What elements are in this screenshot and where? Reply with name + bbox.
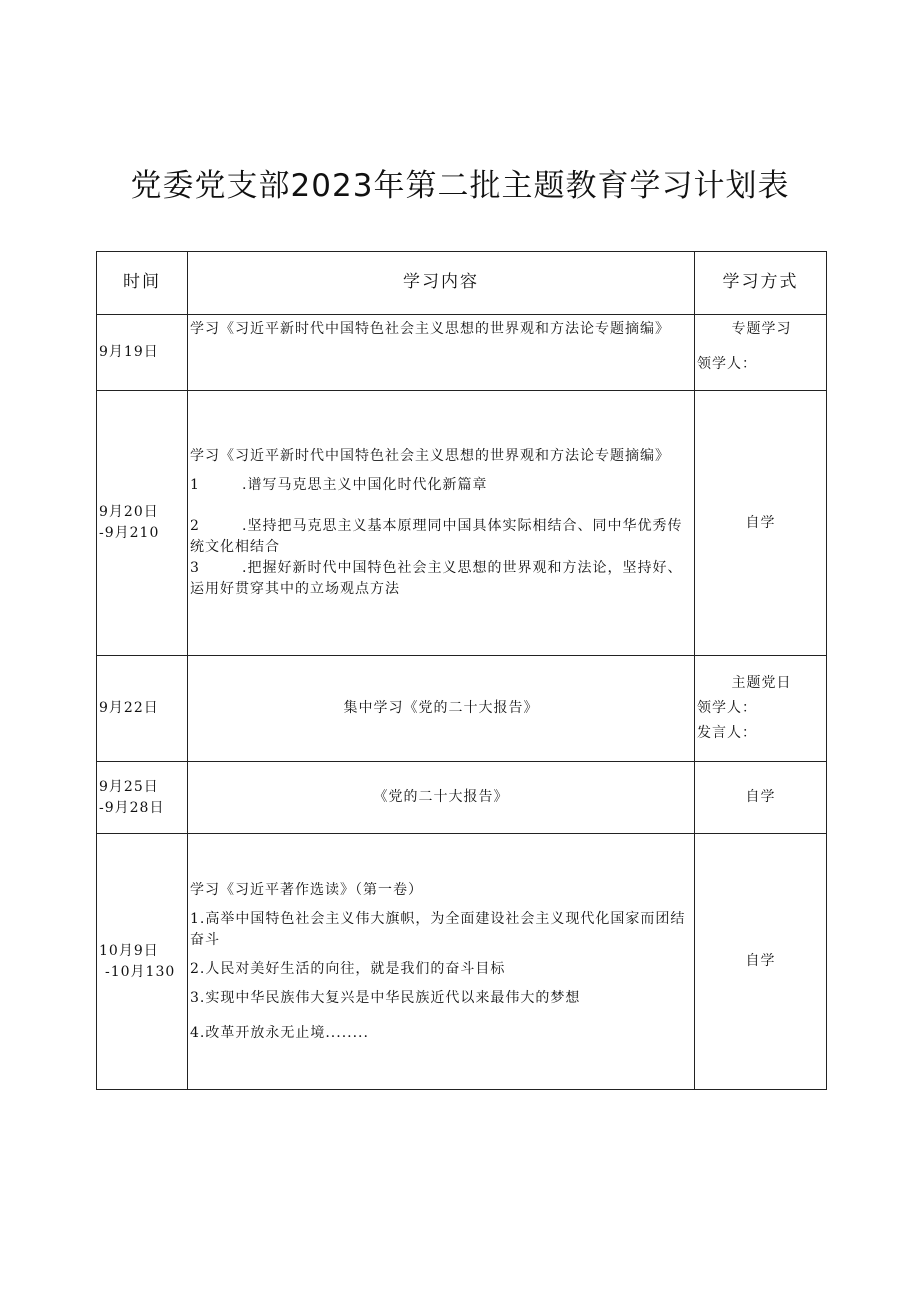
item-text: .坚持把马克思主义基本原理同中国具体实际相结合、同中华优秀传 [242,518,683,534]
time-line: -10月130 [105,963,176,980]
method-cell [695,656,827,762]
time-line: 9月25日 [99,778,159,795]
item-text-cont: 运用好贯穿其中的立场观点方法 [190,581,400,597]
item-number: 2 [190,518,200,534]
list-item [190,558,692,579]
time-line: 9月19日 [99,344,159,360]
list-item: 1.高举中国特色社会主义伟大旗帜，为全面建设社会主义现代化国家而团结 [190,910,686,927]
list-item: 3.实现中华民族伟大复兴是中华民族近代以来最伟大的梦想 [190,989,581,1006]
method-cell [695,391,827,656]
item-text-cont: 统文化相结合 [190,539,280,555]
method-line: 自学 [745,514,776,531]
content-line: 学习《习近平著作选读》（第一卷） [190,881,423,898]
time-line: 10月9日 [99,942,159,959]
list-item: 奋斗 [190,931,220,948]
header-method: 学习方式 [695,252,827,315]
time-cell [97,315,188,391]
method-line: 自学 [745,789,776,805]
time-cell [97,834,188,1090]
study-plan-table [96,251,827,1090]
item-number: 3 [190,560,200,576]
method-line: 自学 [745,953,776,969]
time-line: 9月22日 [99,700,159,716]
item-number: 1 [190,477,200,493]
list-item: 4.改革开放永无止境........ [190,1024,369,1041]
list-item [190,516,692,537]
item-text: .谱写马克思主义中国化时代化新篇章 [242,477,488,493]
time-line: -9月28日 [99,799,165,816]
method-cell [695,762,827,834]
content-cell [188,391,695,656]
header-time: 时间 [97,252,188,315]
content-line: 学习《习近平新时代中国特色社会主义思想的世界观和方法论专题摘编》 [190,448,670,464]
method-line: 主题党日 [731,675,792,691]
content-cell [188,834,695,1090]
time-line: -9月210 [99,525,160,541]
method-cell [695,834,827,1090]
method-line: 发言人： [697,725,757,741]
method-line: 领学人： [697,356,757,372]
time-cell [97,656,188,762]
content-line: 学习《习近平新时代中国特色社会主义思想的世界观和方法论专题摘编》 [190,321,670,337]
table-row [97,315,827,391]
content-cell [188,762,695,834]
list-item [190,475,692,496]
content-cell [188,315,695,391]
header-content: 学习内容 [188,252,695,315]
time-line: 9月20日 [99,504,159,520]
method-cell [695,315,827,391]
table-row [97,656,827,762]
content-line: 《党的二十大报告》 [373,789,509,805]
method-line: 专题学习 [731,321,792,337]
list-item: 2.人民对美好生活的向往，就是我们的奋斗目标 [190,960,506,977]
method-line: 领学人： [697,700,757,716]
time-cell [97,391,188,656]
content-line: 集中学习《党的二十大报告》 [343,700,539,716]
table-row [97,391,827,656]
time-cell [97,762,188,834]
page-title: 党委党支部2023年第二批主题教育学习计划表 [130,168,790,204]
table-header-row [97,252,827,315]
table-row [97,762,827,834]
item-text: .把握好新时代中国特色社会主义思想的世界观和方法论，坚持好、 [242,560,683,576]
table-row [97,834,827,1090]
content-cell [188,656,695,762]
